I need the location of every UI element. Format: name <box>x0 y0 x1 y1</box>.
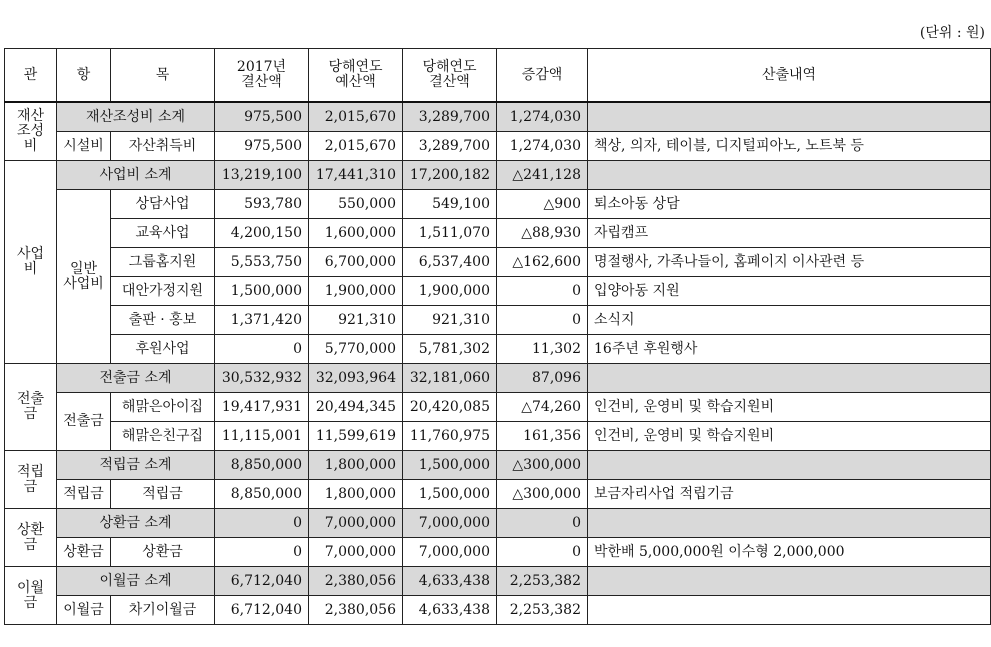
cell-2017: 1,500,000 <box>215 277 309 306</box>
cell-detail: 박한배 5,000,000원 이수형 2,000,000 <box>588 538 991 567</box>
cell-hang: 상환금 <box>57 538 111 567</box>
cell-budget: 5,770,000 <box>309 335 403 364</box>
cell-difference: △300,000 <box>497 480 588 509</box>
hang-project <box>57 190 111 364</box>
cell-difference: 0 <box>497 509 588 538</box>
cell-settlement: 1,500,000 <box>403 480 497 509</box>
hang-project-line1: 일반 <box>69 260 98 277</box>
cell-settlement: 7,000,000 <box>403 538 497 567</box>
table-row <box>5 393 991 422</box>
cell-budget: 17,441,310 <box>309 161 403 190</box>
cell-detail <box>588 596 991 625</box>
cell-settlement: 5,781,302 <box>403 335 497 364</box>
cell-settlement: 4,633,438 <box>403 567 497 596</box>
header-gwan: 관 <box>5 49 57 103</box>
cell-2017: 8,850,000 <box>215 480 309 509</box>
subtotal-row-repay <box>5 509 991 538</box>
cell-difference: 0 <box>497 306 588 335</box>
gwan-repay: 상환금 <box>5 509 57 567</box>
cell-settlement: 17,200,182 <box>403 161 497 190</box>
cell-budget: 1,900,000 <box>309 277 403 306</box>
cell-2017: 0 <box>215 509 309 538</box>
table-row <box>5 335 991 364</box>
cell-detail: 책상, 의자, 테이블, 디지털피아노, 노트북 등 <box>588 132 991 161</box>
subtotal-label: 이월금 소계 <box>57 567 215 596</box>
cell-2017: 13,219,100 <box>215 161 309 190</box>
cell-detail <box>588 102 991 132</box>
subtotal-row-project <box>5 161 991 190</box>
gwan-reserve: 적립금 <box>5 451 57 509</box>
cell-detail: 명절행사, 가족나들이, 홈페이지 이사관련 등 <box>588 248 991 277</box>
cell-difference: 0 <box>497 538 588 567</box>
cell-2017: 8,850,000 <box>215 451 309 480</box>
header-settle-line1: 당해연도 <box>422 59 477 75</box>
hang-project-line2: 사업비 <box>63 275 104 292</box>
cell-settlement: 3,289,700 <box>403 132 497 161</box>
subtotal-label: 재산조성비 소계 <box>57 102 215 132</box>
cell-difference: △162,600 <box>497 248 588 277</box>
cell-2017: 6,712,040 <box>215 567 309 596</box>
cell-hang: 시설비 <box>57 132 111 161</box>
cell-settlement: 1,500,000 <box>403 451 497 480</box>
cell-settlement: 7,000,000 <box>403 509 497 538</box>
cell-difference: 87,096 <box>497 364 588 393</box>
cell-settlement: 11,760,975 <box>403 422 497 451</box>
subtotal-row-asset <box>5 102 991 132</box>
header-mok: 목 <box>111 49 215 103</box>
cell-detail <box>588 567 991 596</box>
header-current-budget <box>309 49 403 103</box>
cell-hang: 적립금 <box>57 480 111 509</box>
table-row <box>5 248 991 277</box>
table-row <box>5 277 991 306</box>
cell-settlement: 6,537,400 <box>403 248 497 277</box>
cell-difference: 1,274,030 <box>497 132 588 161</box>
cell-hang: 이월금 <box>57 596 111 625</box>
cell-settlement: 4,633,438 <box>403 596 497 625</box>
cell-settlement: 549,100 <box>403 190 497 219</box>
cell-settlement: 32,181,060 <box>403 364 497 393</box>
cell-2017: 5,553,750 <box>215 248 309 277</box>
cell-detail <box>588 161 991 190</box>
cell-mok: 교육사업 <box>111 219 215 248</box>
table-row <box>5 306 991 335</box>
table-row <box>5 132 991 161</box>
cell-2017: 6,712,040 <box>215 596 309 625</box>
budget-table <box>4 48 991 625</box>
cell-detail: 16주년 후원행사 <box>588 335 991 364</box>
cell-2017: 593,780 <box>215 190 309 219</box>
table-header-row <box>5 49 991 103</box>
gwan-asset <box>5 102 57 161</box>
header-budget-line1: 당해연도 <box>328 59 383 75</box>
gwan-carry: 이월금 <box>5 567 57 625</box>
cell-budget: 1,600,000 <box>309 219 403 248</box>
cell-difference: △88,930 <box>497 219 588 248</box>
subtotal-row-carry <box>5 567 991 596</box>
table-row <box>5 422 991 451</box>
cell-budget: 550,000 <box>309 190 403 219</box>
cell-difference: △241,128 <box>497 161 588 190</box>
cell-mok: 상환금 <box>111 538 215 567</box>
cell-budget: 2,015,670 <box>309 132 403 161</box>
cell-settlement: 3,289,700 <box>403 102 497 132</box>
cell-2017: 30,532,932 <box>215 364 309 393</box>
cell-budget: 7,000,000 <box>309 538 403 567</box>
header-difference: 증감액 <box>497 49 588 103</box>
cell-detail: 자립캠프 <box>588 219 991 248</box>
cell-2017: 19,417,931 <box>215 393 309 422</box>
cell-2017: 0 <box>215 335 309 364</box>
subtotal-label: 적립금 소계 <box>57 451 215 480</box>
cell-difference: 2,253,382 <box>497 567 588 596</box>
cell-2017: 4,200,150 <box>215 219 309 248</box>
hang-transfer: 전출금 <box>57 393 111 451</box>
cell-budget: 1,800,000 <box>309 480 403 509</box>
cell-budget: 6,700,000 <box>309 248 403 277</box>
cell-mok: 그룹홈지원 <box>111 248 215 277</box>
cell-budget: 20,494,345 <box>309 393 403 422</box>
cell-mok: 차기이월금 <box>111 596 215 625</box>
header-budget-line2: 예산액 <box>335 74 376 90</box>
gwan-asset-line1: 재산 <box>16 108 45 124</box>
header-2017-settlement <box>215 49 309 103</box>
cell-mok: 적립금 <box>111 480 215 509</box>
cell-budget: 11,599,619 <box>309 422 403 451</box>
cell-2017: 11,115,001 <box>215 422 309 451</box>
cell-mok: 해맑은친구집 <box>111 422 215 451</box>
cell-detail <box>588 451 991 480</box>
cell-difference: 2,253,382 <box>497 596 588 625</box>
header-2017-line2: 결산액 <box>241 74 282 90</box>
cell-budget: 2,380,056 <box>309 567 403 596</box>
gwan-transfer: 전출금 <box>5 364 57 451</box>
cell-mok: 후원사업 <box>111 335 215 364</box>
cell-difference: △900 <box>497 190 588 219</box>
header-hang: 항 <box>57 49 111 103</box>
cell-mok: 자산취득비 <box>111 132 215 161</box>
cell-budget: 32,093,964 <box>309 364 403 393</box>
gwan-asset-line2: 조성비 <box>16 123 45 154</box>
cell-detail <box>588 509 991 538</box>
cell-mok: 출판 · 홍보 <box>111 306 215 335</box>
subtotal-label: 상환금 소계 <box>57 509 215 538</box>
cell-settlement: 1,511,070 <box>403 219 497 248</box>
cell-difference: 1,274,030 <box>497 102 588 132</box>
header-detail: 산출내역 <box>588 49 991 103</box>
cell-detail: 보금자리사업 적립기금 <box>588 480 991 509</box>
subtotal-row-reserve <box>5 451 991 480</box>
cell-difference: 161,356 <box>497 422 588 451</box>
cell-mok: 상담사업 <box>111 190 215 219</box>
cell-detail: 인건비, 운영비 및 학습지원비 <box>588 422 991 451</box>
header-current-settlement <box>403 49 497 103</box>
table-row <box>5 219 991 248</box>
table-row <box>5 538 991 567</box>
subtotal-row-transfer <box>5 364 991 393</box>
cell-2017: 0 <box>215 538 309 567</box>
subtotal-label: 사업비 소계 <box>57 161 215 190</box>
unit-label: (단위 : 원) <box>919 25 985 41</box>
cell-budget: 1,800,000 <box>309 451 403 480</box>
cell-budget: 921,310 <box>309 306 403 335</box>
cell-difference: △300,000 <box>497 451 588 480</box>
table-row <box>5 190 991 219</box>
cell-budget: 2,015,670 <box>309 102 403 132</box>
cell-difference: △74,260 <box>497 393 588 422</box>
cell-settlement: 921,310 <box>403 306 497 335</box>
header-settle-line2: 결산액 <box>429 74 470 90</box>
table-row <box>5 480 991 509</box>
cell-detail: 소식지 <box>588 306 991 335</box>
cell-difference: 11,302 <box>497 335 588 364</box>
table-row <box>5 596 991 625</box>
header-2017-line1: 2017년 <box>236 59 287 75</box>
cell-difference: 0 <box>497 277 588 306</box>
cell-mok: 해맑은아이집 <box>111 393 215 422</box>
cell-budget: 2,380,056 <box>309 596 403 625</box>
cell-detail: 퇴소아동 상담 <box>588 190 991 219</box>
cell-mok: 대안가정지원 <box>111 277 215 306</box>
cell-settlement: 20,420,085 <box>403 393 497 422</box>
gwan-project: 사업비 <box>5 161 57 364</box>
cell-settlement: 1,900,000 <box>403 277 497 306</box>
cell-2017: 975,500 <box>215 132 309 161</box>
cell-detail <box>588 364 991 393</box>
cell-2017: 975,500 <box>215 102 309 132</box>
cell-detail: 인건비, 운영비 및 학습지원비 <box>588 393 991 422</box>
subtotal-label: 전출금 소계 <box>57 364 215 393</box>
cell-2017: 1,371,420 <box>215 306 309 335</box>
cell-budget: 7,000,000 <box>309 509 403 538</box>
cell-detail: 입양아동 지원 <box>588 277 991 306</box>
